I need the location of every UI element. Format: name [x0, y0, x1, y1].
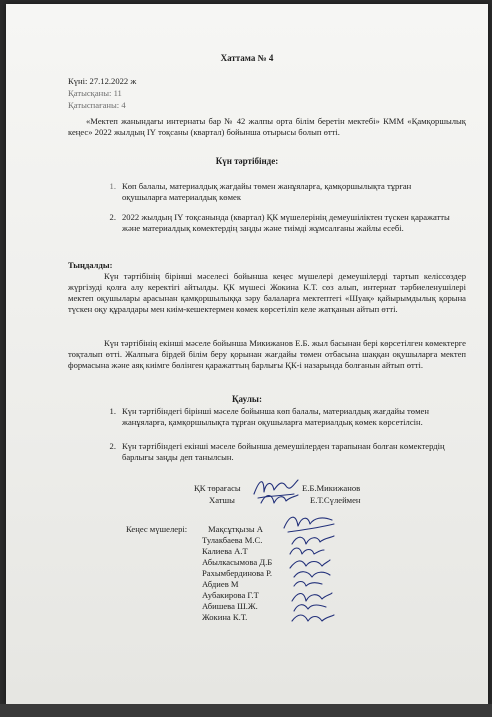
agenda-item-number: 1.	[109, 181, 116, 191]
document-sheet	[6, 4, 488, 704]
decision-item-text: Күн тәртібіндегі екінші мәселе бойынша демеушілерден тарапынан болған көмектердің барлығы заңды деп танылсын.	[122, 441, 445, 462]
meta-date: Күні: 27.12.2022 ж	[68, 76, 137, 86]
decided-heading: Қаулы:	[232, 394, 262, 404]
heard-heading: Тыңдалды:	[68, 260, 113, 270]
member-signature	[288, 611, 336, 627]
heard-paragraph-1: Күн тәртібінің бірінші мәселесі бойынша кеңес мүшелері демеушілерді тартып келіссөздер жүргізуді қолға алу керектігі айтылды. ҚК мүшесі Жокина К.Т. сөз алып, интернат тәрбиеленушілері мектеп оқушылары арасынан қамқоршылыққа зәру балаларға мектептегі «Шуақ» қайырымдылық қорына түскен оқу құралдары мен киім-кешектермен көмек көрсетіліп келе жатқанын айтып өтті.	[68, 271, 466, 314]
agenda-item-number: 2.	[109, 212, 116, 222]
member-name: Абдиев М	[202, 579, 239, 589]
agenda-item-text: Көп балалы, материалдық жағдайы төмен жанұяларға, қамқоршылықта тұрған оқушыларға материалдық көмек	[122, 181, 412, 202]
member-name: Калиева А.Т	[202, 546, 248, 556]
agenda-item-text: 2022 жылдың ІҮ тоқсанында (квартал) ҚК мүшелерінің демеушіліктен түскен қаражатты және материалдық көмектердің заңды және тиімді жұмсалғаны жайлы есебі.	[122, 212, 450, 233]
chair-label: ҚК төрағасы	[194, 483, 241, 493]
member-name: Аубакирова Г.Т	[202, 590, 259, 600]
member-name: Абишева Ш.Ж.	[202, 601, 258, 611]
decision-item-text: Күн тәртібіндегі бірінші мәселе бойынша көп балалы, материалдық жағдайы төмен жанұяларға, қамқоршылықта тұрған оқушыларға материалдық көмек көрсетілсін.	[122, 406, 429, 427]
document-title: Хаттама № 4	[220, 53, 274, 63]
member-name: Жокина К.Т.	[202, 612, 248, 622]
member-name: Абылкасымова Д.Б	[202, 557, 273, 567]
member-name: Мақсұтқызы А	[208, 524, 263, 534]
secretary-name: Е.Т.Сүлеймен	[310, 495, 361, 505]
agenda-heading: Күн тәртібінде:	[215, 156, 279, 166]
background-edge	[0, 704, 492, 717]
intro-paragraph: «Мектеп жанындағы интернаты бар № 42 жалпы орта білім беретін мектебі» КММ «Қамқоршылық кеңес» 2022 жылдың ІҮ тоқсаны (квартал) бойынша отырысы болып өтті.	[68, 116, 466, 137]
members-label: Кеңес мүшелері:	[126, 524, 188, 534]
member-name: Рахымбердинова Р.	[202, 568, 272, 578]
decision-item-number: 1.	[109, 406, 116, 416]
meta-absent: Қатыспағаны: 4	[68, 100, 126, 110]
secretary-label: Хатшы	[209, 495, 235, 505]
chair-name: Е.Б.Микижанов	[302, 483, 361, 493]
decision-item-number: 2.	[109, 441, 116, 451]
secretary-signature	[258, 491, 300, 509]
heard-paragraph-2: Күн тәртібінің екінші мәселе бойынша Микижанов Е.Б. жыл басынан бері көрсетілген көмектерге тоқталып өтті. Жалпыға бірдей білім беру қорынан жағдайы төмен отбасына шаққан оқушыларға мектеп формасына және аяқ киімге бөлінген қаражаттың барлығы ҚК-і назарында болғанын айтып өтті.	[68, 338, 466, 370]
member-name: Тулакбаева М.С.	[202, 535, 263, 545]
meta-attended: Қатысқаны: 11	[68, 88, 122, 98]
